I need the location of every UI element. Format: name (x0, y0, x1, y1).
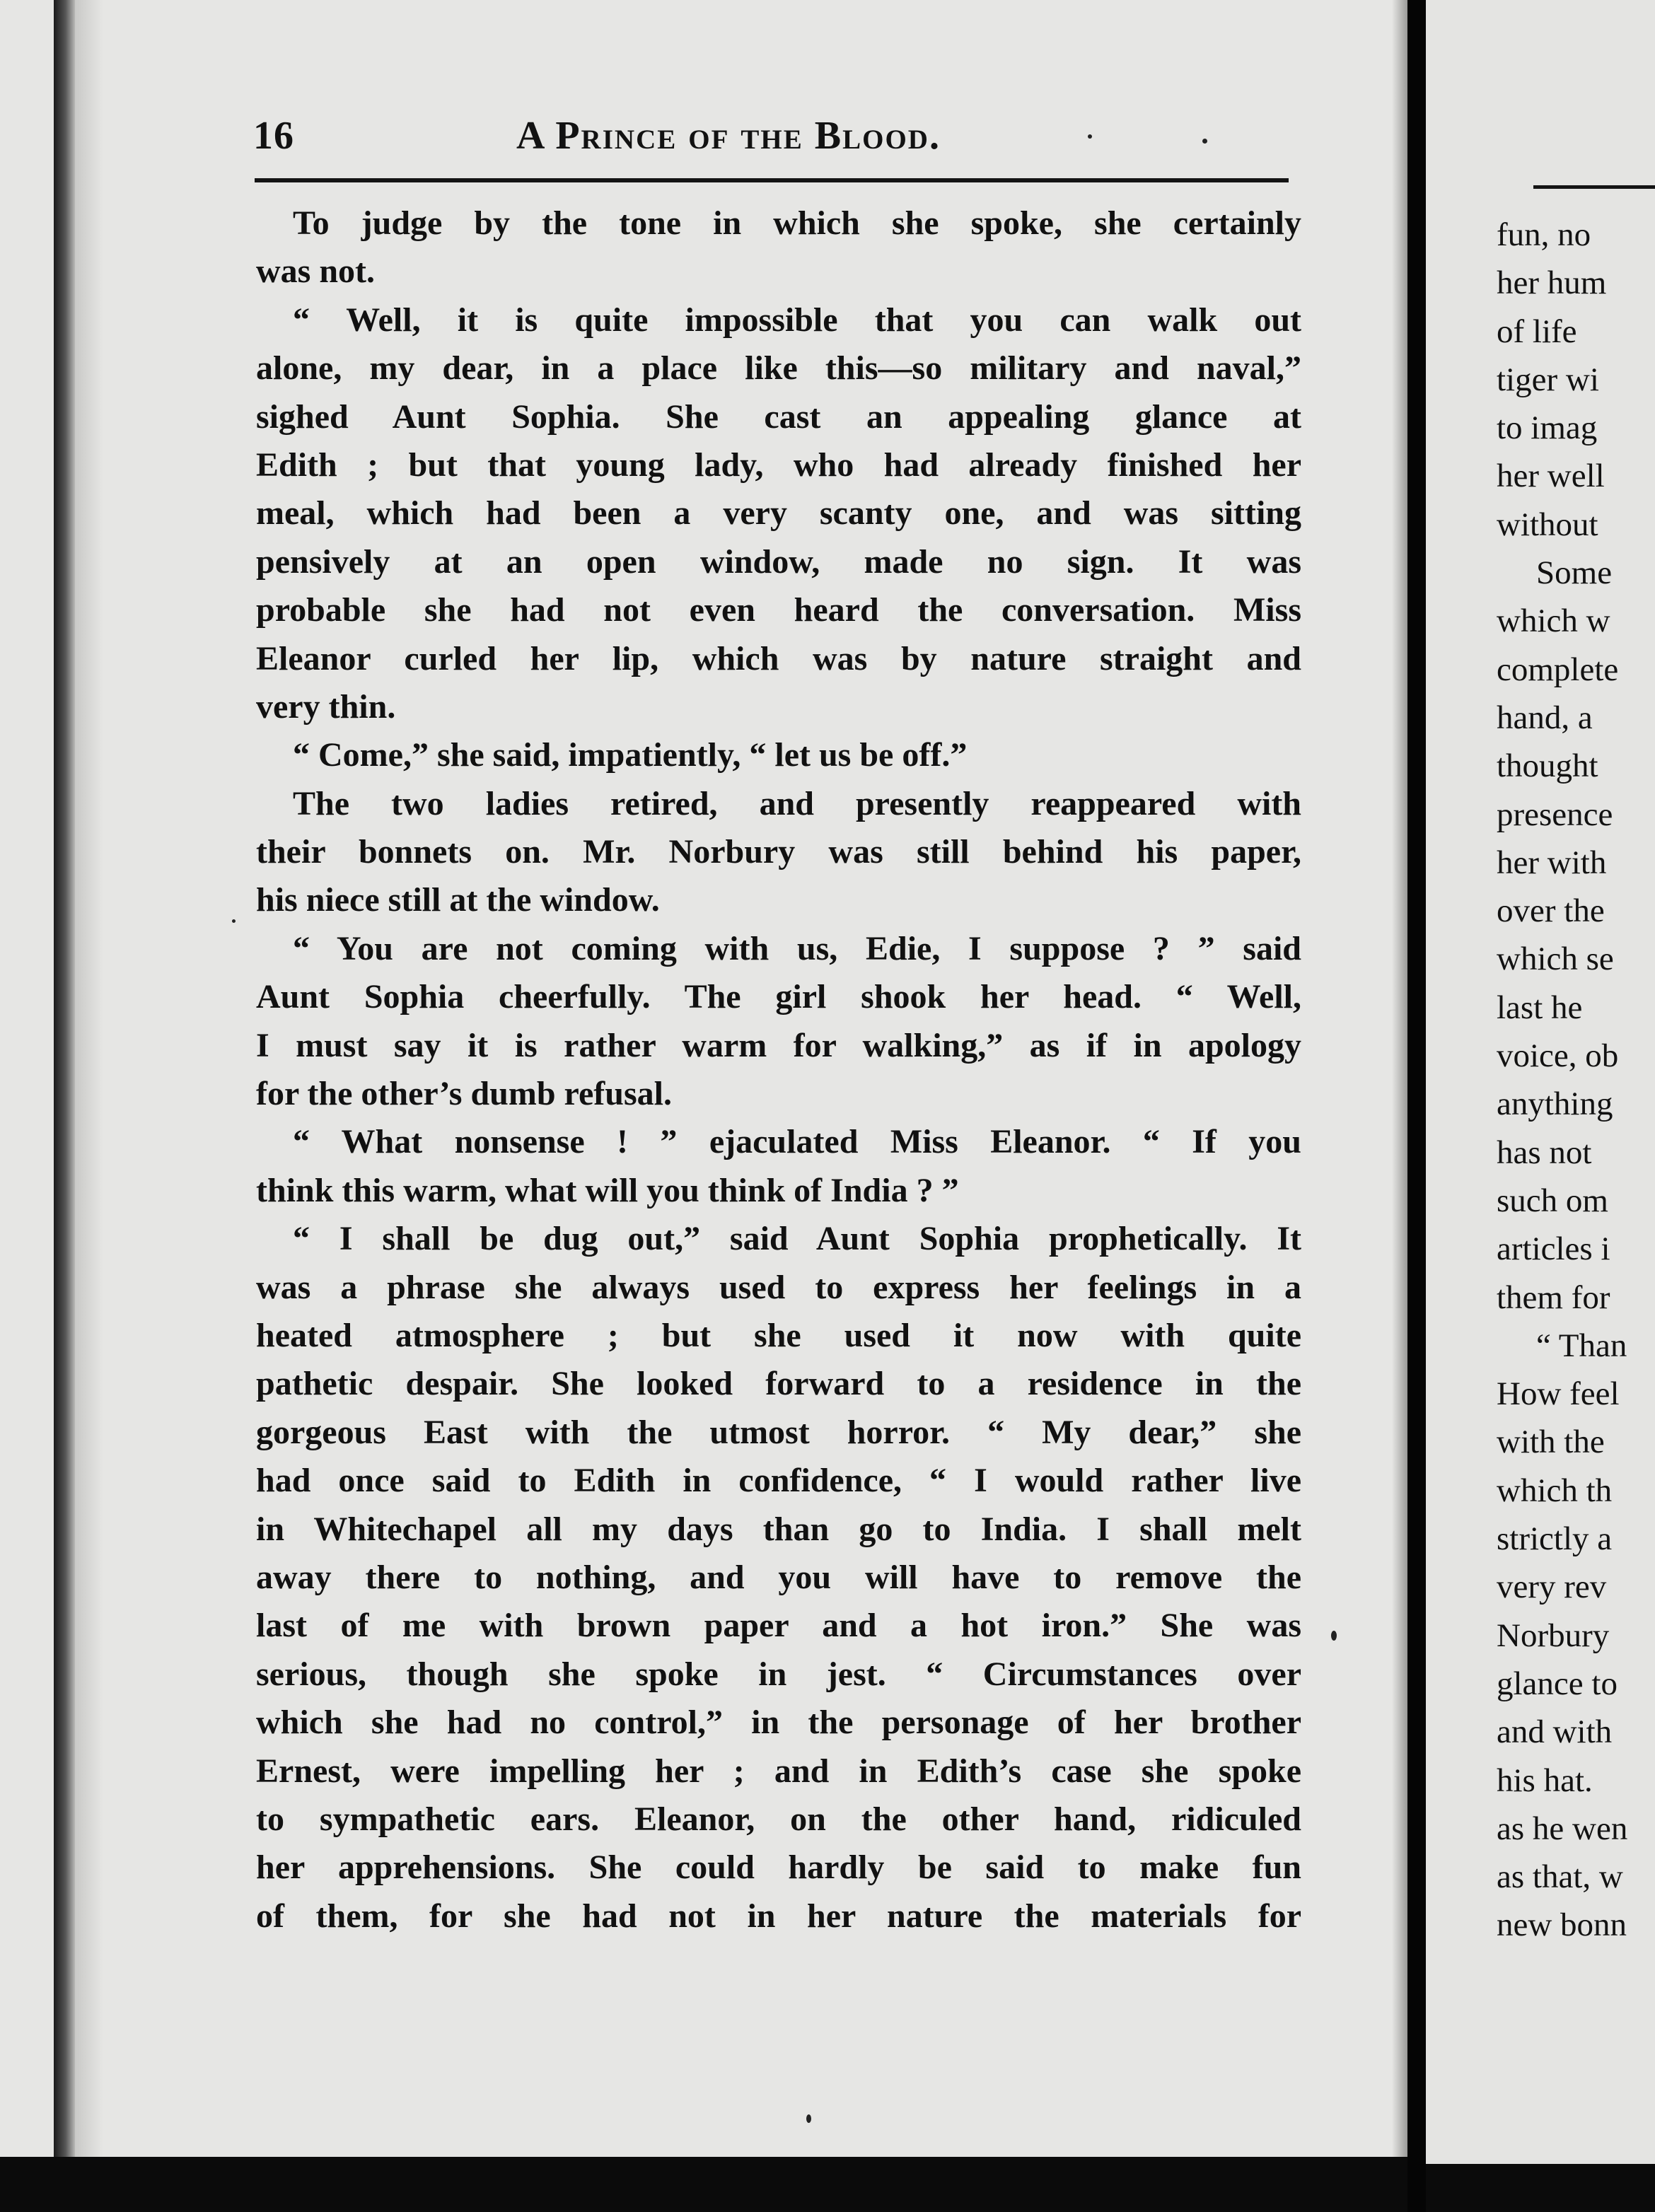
text-line: which se (1497, 941, 1614, 978)
right-page-clipped (1426, 0, 1655, 2164)
text-line: The two ladies retired, and presently reappeared with (293, 784, 1301, 822)
running-title: A Prince of the Blood. (516, 114, 941, 158)
text-line: strictly a (1497, 1520, 1613, 1558)
scan-speck (1331, 1631, 1337, 1641)
text-line: glance to (1497, 1665, 1618, 1702)
text-line: of them, for she had not in her nature the materials for (256, 1897, 1301, 1935)
text-line: away there to nothing, and you will have to remove the (256, 1558, 1301, 1596)
text-line: which th (1497, 1472, 1613, 1509)
text-line: Eleanor curled her lip, which was by nature straight and (256, 639, 1301, 677)
text-line: and with (1497, 1713, 1613, 1751)
text-line: had once said to Edith in confidence, “ I would rather live (256, 1462, 1301, 1500)
text-line: “ What nonsense ! ” ejaculated Miss Eleanor. “ If you (293, 1123, 1301, 1161)
text-line: last of me with brown paper and a hot iron.” She was (256, 1607, 1301, 1645)
text-line: was not. (256, 252, 376, 291)
text-line: them for (1497, 1279, 1610, 1316)
text-line: very rev (1497, 1568, 1607, 1606)
text-line: to imag (1497, 409, 1598, 447)
text-line: her with (1497, 844, 1607, 881)
scan-speck (1088, 134, 1092, 139)
text-line: alone, my dear, in a place like this—so military and naval,” (256, 349, 1301, 388)
text-line: gorgeous East with the utmost horror. “ My dear,” she (256, 1413, 1301, 1451)
text-line: anything (1497, 1085, 1613, 1123)
text-line: thought (1497, 747, 1598, 785)
text-line: in Whitechapel all my days than go to India. I shall melt (256, 1510, 1301, 1548)
text-line: I must say it is rather warm for walking,” as if in apology (256, 1026, 1301, 1064)
text-line: last he (1497, 989, 1583, 1026)
text-line: such om (1497, 1182, 1608, 1219)
page-gutter (1407, 0, 1426, 2212)
text-line: as that, w (1497, 1858, 1623, 1896)
text-line: very thin. (256, 687, 396, 726)
page-fold-highlight (75, 0, 103, 2157)
page-number: 16 (253, 114, 294, 158)
text-line: their bonnets on. Mr. Norbury was still behind his paper, (256, 833, 1301, 871)
text-line: her well (1497, 458, 1605, 495)
scan-speck (806, 2114, 811, 2123)
text-line: articles i (1497, 1230, 1610, 1268)
text-line: Edith ; but that young lady, who had already finished her (256, 446, 1301, 484)
text-line: Norbury (1497, 1617, 1610, 1654)
text-line: over the (1497, 892, 1605, 930)
text-line: presence (1497, 796, 1613, 833)
text-line: “ I shall be dug out,” said Aunt Sophia prophetically. It (293, 1220, 1301, 1258)
text-line: to sympathetic ears. Eleanor, on the other hand, ridiculed (256, 1800, 1301, 1838)
text-line: “ Than (1536, 1327, 1627, 1364)
text-line: voice, ob (1497, 1037, 1619, 1075)
text-line: “ You are not coming with us, Edie, I suppose ? ” said (293, 929, 1301, 967)
text-line: her hum (1497, 264, 1607, 302)
text-line: which she had no control,” in the personage of her brother (256, 1704, 1301, 1742)
text-line: “ Come,” she said, impatiently, “ let us be off.” (293, 736, 968, 774)
text-line: was a phrase she always used to express her feelings in a (256, 1268, 1301, 1306)
text-line: which w (1497, 603, 1610, 640)
text-line: pathetic despair. She looked forward to a residence in the (256, 1365, 1301, 1403)
text-line: pensively at an open window, made no sign. It was (256, 542, 1301, 581)
text-line: Some (1536, 554, 1613, 592)
body-text (256, 199, 1301, 1940)
text-line: of life (1497, 313, 1577, 350)
text-line: for the other’s dumb refusal. (256, 1075, 672, 1113)
text-line: tiger wi (1497, 361, 1599, 398)
text-line: with the (1497, 1424, 1605, 1461)
text-line: probable she had not even heard the conversation. Miss (256, 591, 1301, 629)
text-line: To judge by the tone in which she spoke, she certainly (293, 204, 1301, 242)
scan-speck (232, 919, 236, 923)
text-line: sighed Aunt Sophia. She cast an appealing glance at (256, 397, 1301, 436)
text-line: think this warm, what will you think of India ? ” (256, 1171, 959, 1209)
text-line: fun, no (1497, 216, 1591, 253)
text-line: as he wen (1497, 1810, 1628, 1847)
text-line: her apprehensions. She could hardly be said to make fun (256, 1849, 1301, 1887)
header-rule (255, 178, 1289, 182)
header-rule (1533, 185, 1655, 189)
body-text (1497, 211, 1655, 1950)
text-line: How feel (1497, 1375, 1620, 1413)
text-line: serious, though she spoke in jest. “ Circumstances over (256, 1655, 1301, 1693)
page-edge-shadow (1392, 0, 1407, 2157)
text-line: hand, a (1497, 699, 1593, 736)
text-line: his hat. (1497, 1762, 1593, 1799)
text-line: has not (1497, 1134, 1592, 1171)
scan-speck (1202, 139, 1207, 144)
text-line: heated atmosphere ; but she used it now with quite (256, 1316, 1301, 1354)
text-line: new bonn (1497, 1907, 1627, 1944)
text-line: “ Well, it is quite impossible that you can walk out (293, 301, 1301, 339)
text-line: his niece still at the window. (256, 881, 660, 919)
text-line: Aunt Sophia cheerfully. The girl shook her head. “ Well, (256, 978, 1301, 1016)
text-line: complete (1497, 651, 1619, 688)
page-fold-shadow (54, 0, 75, 2157)
text-line: meal, which had been a very scanty one, and was sitting (256, 494, 1301, 532)
text-line: Ernest, were impelling her ; and in Edith’s case she spoke (256, 1752, 1301, 1790)
text-line: without (1497, 506, 1598, 543)
